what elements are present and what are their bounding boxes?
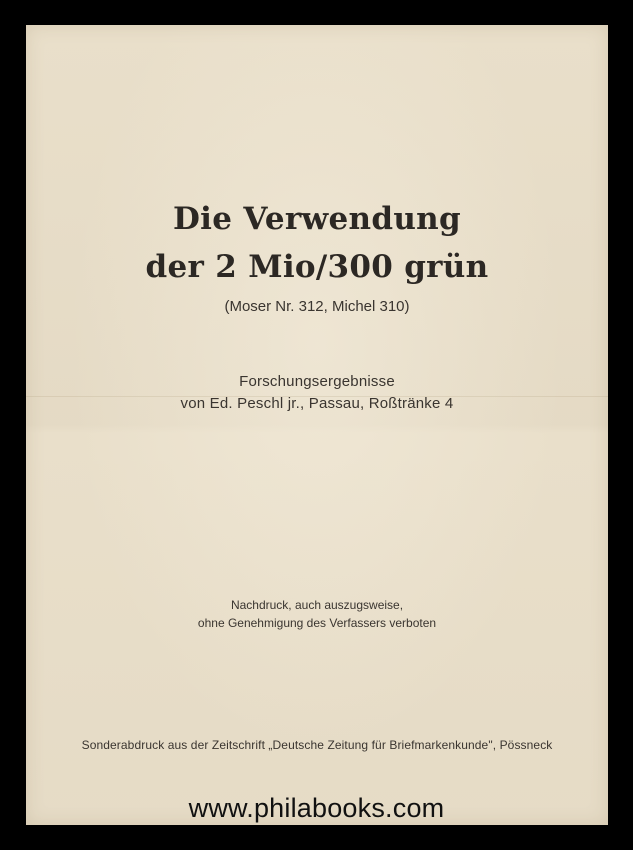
author-line: von Ed. Peschl jr., Passau, Roßtränke 4 — [180, 395, 454, 412]
reprint-notice-line-1: Nachdruck, auch auszugsweise, — [230, 598, 404, 612]
website-watermark: www.philabooks.com — [188, 793, 445, 823]
document-page — [26, 25, 608, 825]
research-heading: Forschungsergebnisse — [239, 373, 395, 390]
title-line-2: der 2 Mio/300 grün — [145, 249, 489, 285]
reprint-notice-line-2: ohne Genehmigung des Verfassers verboten — [197, 616, 437, 630]
catalog-reference: (Moser Nr. 312, Michel 310) — [224, 298, 410, 315]
offprint-note: Sonderabdruck aus der Zeitschrift „Deutsche Zeitung für Briefmarkenkunde", Pössneck — [81, 738, 553, 752]
title-line-1: Die Verwendung — [172, 201, 461, 237]
